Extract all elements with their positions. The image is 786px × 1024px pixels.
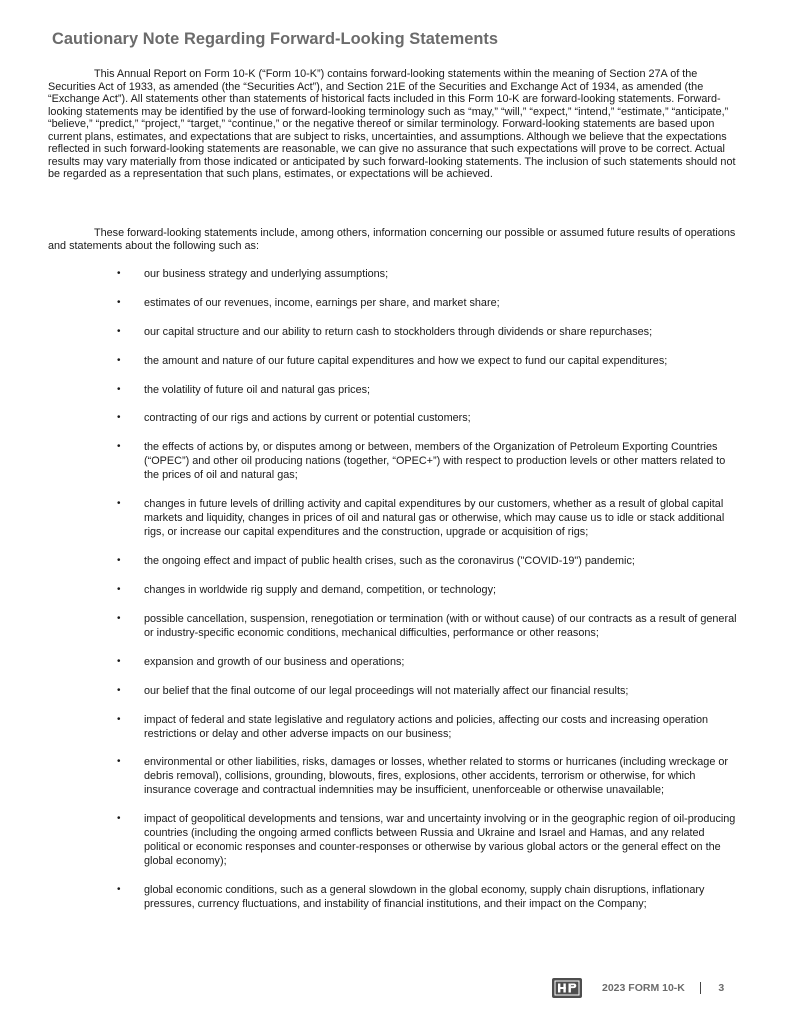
bullet-marker: • (117, 325, 121, 337)
bullet-marker: • (117, 813, 121, 825)
list-item (0, 755, 742, 797)
list-item-text: our belief that the final outcome of our legal proceedings will not materially affect our financial results; (144, 684, 629, 697)
bullet-marker: • (117, 584, 121, 596)
list-item (0, 883, 742, 911)
bullet-marker: • (117, 498, 121, 510)
bullet-marker: • (117, 713, 121, 725)
bullet-marker: • (117, 412, 121, 424)
bullet-marker: • (117, 354, 121, 366)
list-item (0, 684, 742, 698)
list-item-text: the amount and nature of our future capital expenditures and how we expect to fund our capital expenditures; (144, 354, 668, 367)
list-item (0, 267, 742, 281)
list-item-text: the ongoing effect and impact of public health crises, such as the coronavirus ("COVID-19") pandemic; (144, 555, 635, 568)
list-item (0, 812, 742, 868)
list-item (0, 296, 742, 310)
bullet-marker: • (117, 441, 121, 453)
list-item-text: the effects of actions by, or disputes among or between, members of the Organization of Petroleum Exporting Countries (“OPEC”) and other oil producing nations (together, “OPEC+”) with respect to production levels or other matters related to the prices of oil and natural gas; (144, 441, 726, 482)
page-number: 3 (718, 982, 725, 994)
bullet-marker: • (117, 756, 121, 768)
bullet-marker: • (117, 383, 121, 395)
forward-looking-items-list (0, 267, 786, 926)
bullet-marker: • (117, 555, 121, 567)
page-title: Cautionary Note Regarding Forward-Looking Statements (52, 30, 499, 48)
bullet-marker: • (117, 296, 121, 308)
list-item-text: global economic conditions, such as a general slowdown in the global economy, supply chain disruptions, inflationary pressures, currency fluctuations, and instability of financial institutions, and their impact on the Company; (144, 884, 705, 911)
bullet-marker: • (117, 612, 121, 624)
footer-divider (700, 982, 702, 994)
list-item (0, 583, 742, 597)
company-logo (552, 978, 582, 998)
bullet-marker: • (117, 684, 121, 696)
intro-paragraph: This Annual Report on Form 10-K (“Form 10-K”) contains forward-looking statements within the meaning of Section 27A of the Securities Act of 1933, as amended (the “Securities Act”), and Section 21E of the Securities and Exchange Act of 1934, as amended (the “Exchange Act”). All statements other than statements of historical facts included in this Form 10-K are forward-looking statements. Forward-looking statements may be identified by the use of forward-looking terminology such as “may,” “will,” “expect,” “intend,” “estimate,” “anticipate,” “believe,” “predict,” “project,” “target,” “continue,” or the negative thereof or similar terminology. Forward-looking statements are based upon current plans, estimates, and expectations that are subject to risks, uncertainties, and assumptions. Although we believe that the expectations reflected in such forward-looking statements are reasonable, we can give no assurance that such expectations will prove to be correct. Actual results may vary materially from those indicated or anticipated by such forward-looking statements. The inclusion of such statements should not be regarded as a representation that such plans, estimates, or expectations will be achieved. (48, 68, 736, 181)
list-item (0, 655, 742, 669)
list-item-text: our business strategy and underlying assumptions; (144, 268, 389, 280)
footer-form-label: 2023 FORM 10-K (602, 982, 685, 994)
list-item (0, 354, 742, 368)
list-item (0, 713, 742, 741)
list-item-text: changes in future levels of drilling activity and capital expenditures by our customers, whether as a result of global capital markets and liquidity, changes in prices of oil and natural gas or otherwise, which may cause us to idle or stack additional rigs, or increase our capital expenditures and the construction, upgrade or acquisition of rigs; (144, 498, 725, 539)
lead-in-paragraph: These forward-looking statements include, among others, information concerning our possible or assumed future results of operations and statements about the following such as: (48, 227, 736, 252)
list-item (0, 383, 742, 397)
list-item (0, 554, 742, 568)
page-footer (552, 977, 724, 999)
list-item-text: our capital structure and our ability to return cash to stockholders through dividends or share repurchases; (144, 325, 653, 338)
list-item (0, 325, 742, 339)
list-item-text: estimates of our revenues, income, earnings per share, and market share; (144, 296, 500, 309)
bullet-marker: • (117, 268, 121, 279)
list-item-text: changes in worldwide rig supply and demand, competition, or technology; (144, 584, 497, 597)
list-item-text: the volatility of future oil and natural gas prices; (144, 383, 371, 396)
list-item-text: expansion and growth of our business and operations; (144, 655, 405, 668)
list-item-text: impact of geopolitical developments and tensions, war and uncertainty involving or in the geographic region of oil-producing countries (including the ongoing armed conflicts between Russia and Ukraine and Israel and Hamas, and any related political or economic responses and counter-responses or otherwise by various global actors or the general effect on the global economy); (144, 813, 736, 868)
list-item (0, 497, 742, 539)
list-item (0, 440, 742, 482)
list-item-text: impact of federal and state legislative and regulatory actions and policies, affecting our costs and increasing operation restrictions or delay and other adverse impacts on our business; (144, 713, 709, 740)
list-item (0, 612, 742, 640)
list-item-text: environmental or other liabilities, risks, damages or losses, whether related to storms or hurricanes (including wreckage or debris removal), collisions, grounding, blowouts, fires, explosions, other accidents, terrorism or otherwise, for which insurance coverage and contractual indemnities may be insufficient, unenforceable or otherwise unavailable; (144, 756, 729, 797)
list-item-text: contracting of our rigs and actions by current or potential customers; (144, 412, 471, 425)
list-item-text: possible cancellation, suspension, renegotiation or termination (with or without cause) of our contracts as a result of general or industry-specific economic conditions, mechanical difficulties, performance or other reasons; (144, 612, 737, 639)
bullet-marker: • (117, 884, 121, 896)
bullet-marker: • (117, 655, 121, 667)
list-item (0, 411, 742, 425)
